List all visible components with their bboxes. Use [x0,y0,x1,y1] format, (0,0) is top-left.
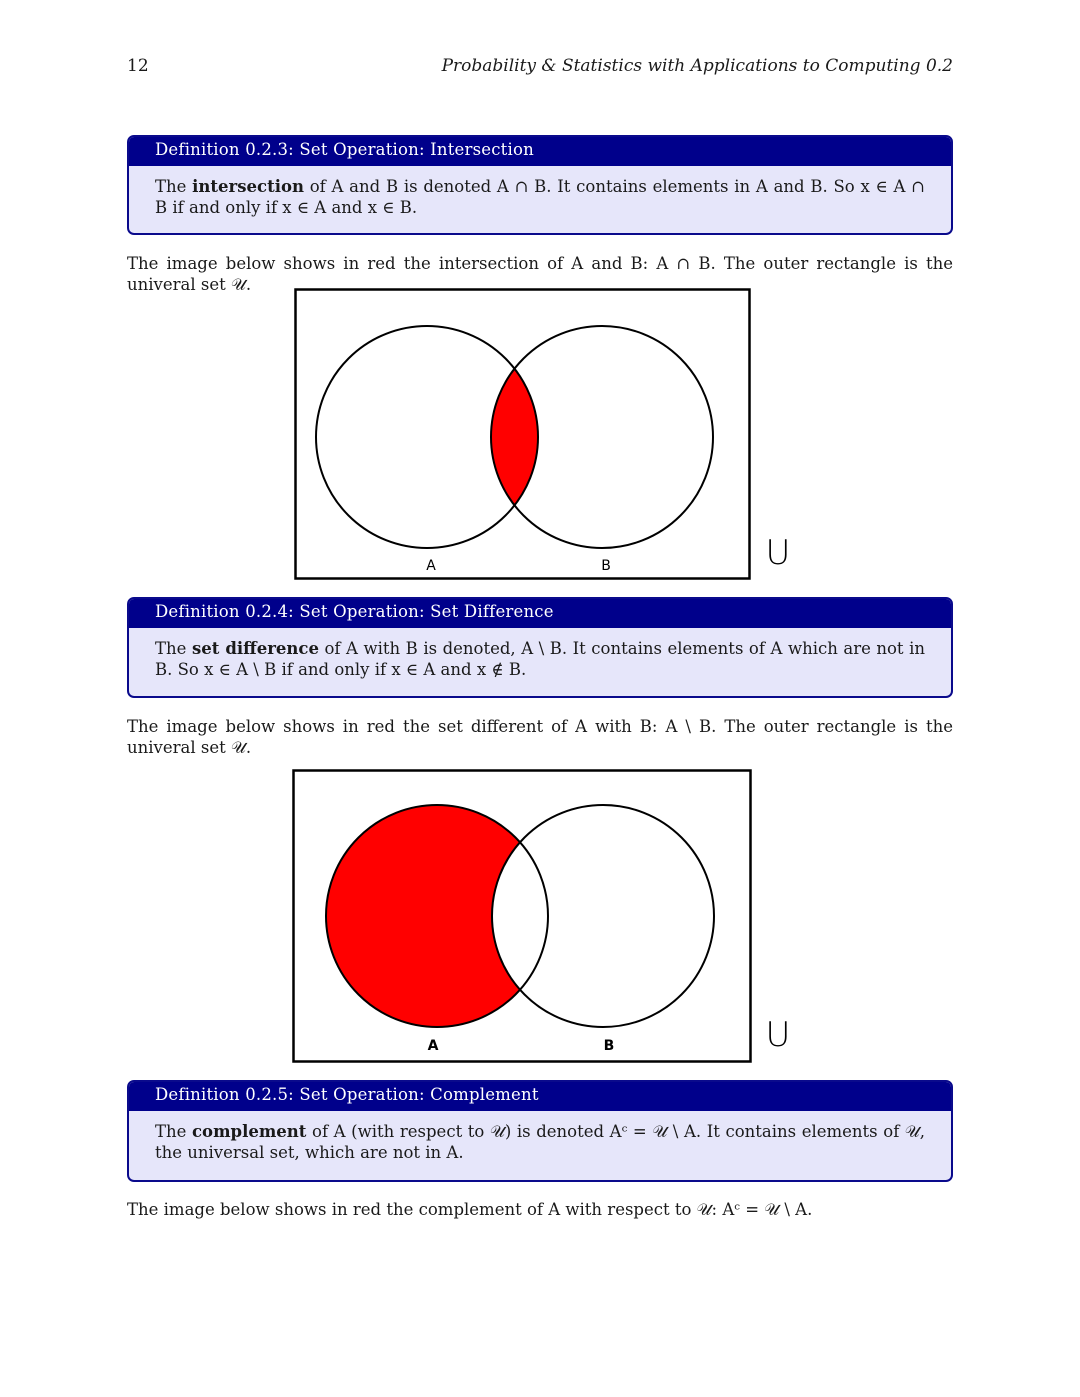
universe-label: U [765,1015,791,1055]
definition-body: The intersection of A and B is denoted A ∩ B. It contains elements in A and B. So x ∈ A ∩ B if and only if x ∈ A and x ∈ B. [155,177,925,217]
set-a-label: A [427,1038,439,1054]
universe-label: U [765,533,791,573]
definition-title: Definition 0.2.4: Set Operation: Set Difference [129,599,951,628]
definition-body: The set difference of A with B is denoted, A \ B. It contains elements of A which are not in B. So x ∈ A \ B if and only if x ∈ A and x ∉ B. [155,639,925,679]
venn-diagram-set-difference [292,769,812,1064]
set-b-label: B [601,558,611,574]
defined-term: intersection [192,177,304,196]
definition-title: Definition 0.2.3: Set Operation: Intersection [129,137,951,166]
set-a-label: A [426,558,436,574]
definition-box-complement [127,1080,953,1182]
running-title: Probability & Statistics with Applications to Computing 0.2 [441,56,953,76]
definition-body: The complement of A (with respect to 𝒰) is denoted Aᶜ = 𝒰 \ A. It contains elements of 𝒰, the universal set, which are not in A. [155,1122,925,1162]
figure-caption-complement: The image below shows in red the complement of A with respect to 𝒰: Aᶜ = 𝒰 \ A. [127,1200,813,1219]
figure-caption-intersection: The image below shows in red the intersection of A and B: A ∩ B. The outer rectangle is the univeral set 𝒰. [127,254,953,294]
figure-caption-set-difference: The image below shows in red the set different of A with B: A \ B. The outer rectangle is the univeral set 𝒰. [127,717,953,757]
defined-term: set difference [191,639,319,658]
defined-term: complement [192,1122,307,1141]
venn-diagram-intersection [294,288,814,581]
difference-region [326,805,548,1027]
page-number: 12 [127,56,149,76]
set-b-label: B [603,1038,615,1054]
definition-title: Definition 0.2.5: Set Operation: Complement [129,1082,951,1111]
definition-box-set-difference [127,597,953,698]
definition-box-intersection [127,135,953,235]
